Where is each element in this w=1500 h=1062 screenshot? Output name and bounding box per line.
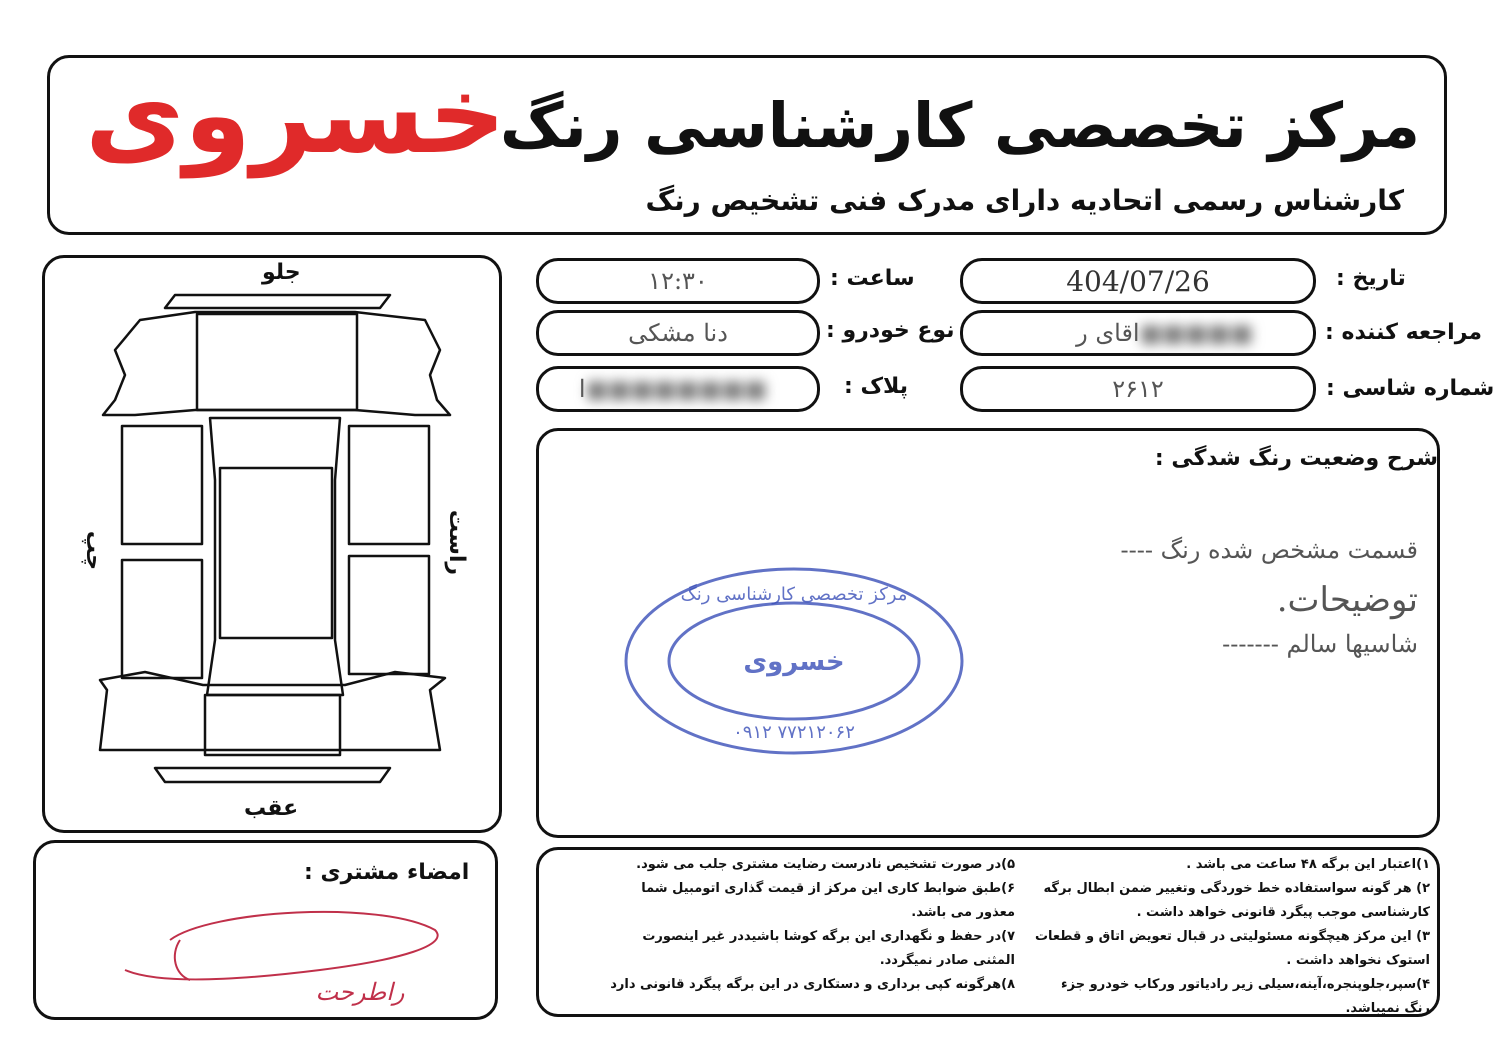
- client-label: مراجعه کننده :: [1325, 320, 1483, 345]
- notes-left: [545, 853, 1015, 997]
- note-item: رنگ نمیباشد.: [1345, 1001, 1430, 1016]
- car-type-field: [536, 310, 820, 356]
- note-item: ۸)هرگونه کپی برداری و دستکاری در این برگه پیگرد قانونی دارد: [610, 977, 1015, 992]
- stamp-top-text: مرکز تخصصی کارشناسی رنگ: [680, 584, 908, 605]
- plate-field: [536, 366, 820, 412]
- time-value: ۱۲:۳۰: [648, 267, 708, 295]
- chassis-value: ۲۶۱۲: [1112, 375, 1164, 403]
- notes-right: [1030, 853, 1430, 1021]
- description-heading: شرح وضعیت رنگ شدگی :: [1154, 446, 1438, 471]
- signature-label: امضاء مشتری :: [304, 860, 470, 885]
- time-field: [536, 258, 820, 304]
- signature-scribble-icon: [120, 900, 450, 1010]
- description-line-1: قسمت مشخص شده رنگ ----: [1120, 536, 1418, 564]
- brand-logo: خسروی: [85, 53, 507, 178]
- chassis-field: [960, 366, 1316, 412]
- date-label: تاریخ :: [1336, 266, 1406, 291]
- car-diagram-icon: [95, 290, 465, 790]
- client-value: اقای ر: [1076, 319, 1140, 347]
- page-title: مرکز تخصصی کارشناسی رنگ: [500, 89, 1420, 162]
- plate-redaction: ■■■■■■■■: [585, 375, 767, 403]
- description-line-3: شاسیها سالم -------: [1222, 630, 1418, 658]
- note-item: ۷)در حفظ و نگهداری این برگه کوشا باشیددر غیر اینصورت: [642, 929, 1015, 944]
- car-left-label: چپ: [81, 530, 107, 571]
- note-item: کارشناسی موجب پیگرد قانونی خواهد داشت .: [1136, 905, 1430, 920]
- page-subtitle: کارشناس رسمی اتحادیه دارای مدرک فنی تشخیص رنگ: [645, 184, 1404, 217]
- car-back-label: عقب: [244, 796, 299, 821]
- car-front-label: جلو: [262, 260, 301, 285]
- note-item: معذور می باشد.: [911, 905, 1015, 920]
- stamp-phone-text: ۰۹۱۲ ۷۷۲۱۲۰۶۲: [733, 722, 855, 743]
- note-item: ۳) این مرکز هیچگونه مسئولیتی در قبال تعویض اتاق و قطعات: [1034, 929, 1430, 944]
- chassis-label: شماره شاسی :: [1326, 376, 1495, 401]
- signature-handwriting: راطرحت: [315, 978, 405, 1006]
- client-redaction: ■■■■■: [1139, 319, 1253, 347]
- plate-value: ا: [578, 375, 586, 403]
- note-item: استوک نخواهد داشت .: [1286, 953, 1430, 968]
- plate-label: پلاک :: [844, 374, 908, 399]
- note-item: ۵)در صورت تشخیص نادرست رضایت مشتری جلب می شود.: [636, 857, 1015, 872]
- date-field: [960, 258, 1316, 304]
- note-item: ۱)اعتبار این برگه ۴۸ ساعت می باشد .: [1186, 857, 1430, 872]
- stamp-icon: [620, 562, 968, 760]
- client-field: [960, 310, 1316, 356]
- time-label: ساعت :: [830, 266, 915, 291]
- car-right-label: راست: [444, 509, 470, 576]
- car-type-label: نوع خودرو :: [826, 318, 955, 343]
- note-item: ۴)سپر،جلوپنجره،آینه،سیلی زیر رادیاتور ورکاب خودرو جزء: [1061, 977, 1430, 992]
- stamp-center-text: خسروی: [743, 647, 845, 677]
- note-item: ۶)طبق ضوابط کاری این مرکز از قیمت گذاری اتومبیل شما: [641, 881, 1015, 896]
- note-item: المثنی صادر نمیگردد.: [879, 953, 1015, 968]
- description-line-2: توضیحات.: [1276, 580, 1418, 620]
- note-item: ۲) هر گونه سواستفاده خط خوردگی وتغییر ضمن ابطال برگه: [1043, 881, 1430, 896]
- car-type-value: دنا مشکی: [628, 319, 728, 347]
- date-value: 404/07/26: [1066, 264, 1210, 298]
